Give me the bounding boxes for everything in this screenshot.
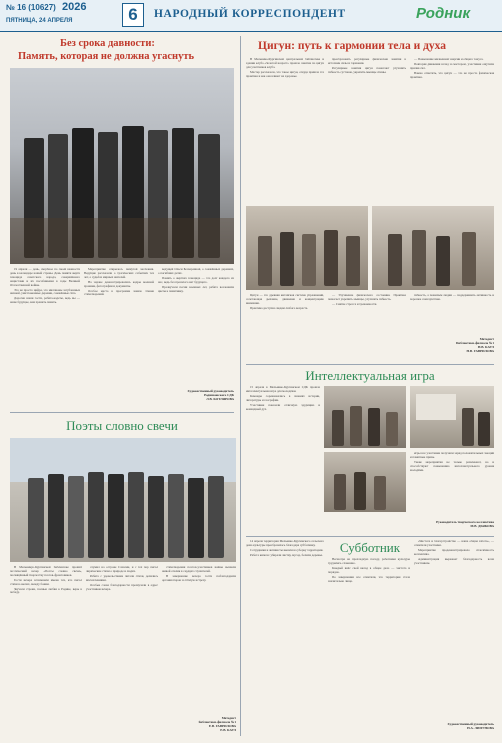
- poems-signature-place: библиотеки-филиала №1: [198, 720, 236, 724]
- intellect-title: Интеллектуальная игра: [305, 368, 435, 383]
- intellect-signature: [360, 520, 494, 528]
- harmony-photo-1: [246, 206, 368, 290]
- memory-title-line1: Без срока давности:: [60, 38, 155, 49]
- harmony-signature-role: Методист: [479, 337, 494, 341]
- intellect-photo-1: [324, 386, 406, 448]
- harmony-signature-place: Библиотеки-филиала №1: [456, 341, 494, 345]
- intellect-signature-name: М.В. ДЬЯКОВА: [470, 524, 494, 528]
- harmony-title: Цигун: путь к гармонии тела и духа: [258, 40, 446, 52]
- memory-title-line2: Память, которая не должна угаснуть: [18, 51, 195, 62]
- harmony-signature: [410, 337, 494, 353]
- intellect-photo-2: [410, 386, 494, 448]
- memory-column-2: Мероприятие открылось минутой молчания. Ведущие рассказали о трагических событиях тех лет, о судьбах мирных жителей. На экране демонстрировались кадры военной хроники, фотографии и документы. Особое место в программе заняло чтение стихотворений.: [84, 268, 154, 297]
- divider: [246, 364, 494, 365]
- issue-year: 2026: [62, 1, 87, 13]
- harmony-signature-name1: Н.В. КАУЛ: [477, 345, 494, 349]
- subbotnik-column-2: Несмотря на прохладную погоду, работники культуры трудились слаженно. Каждый внёс свой вклад в общее дело — чистота и порядок. По завершении все отметили, что территория стала значительно чище.: [328, 558, 410, 583]
- subbotnik-column-1: 14 апреля территория Мельнико-Кургинского сельского дома культуры преобразилась благодаря субботнику. Сотрудники и активисты вышли на уборку территории. Работа кипела: убирали листву, мусор, белили деревья.: [246, 540, 324, 557]
- memory-signature-name: Л.В. КОТЛЯРОВА: [206, 397, 234, 401]
- poems-column-2: служил на острове Сахалин, и с тех пор писал лирические стихи о природе и людях. Ребята с удовольствием читали стихи, делились впечатлениями. Особые слова благодарности прозвучали в адрес участников вечера.: [86, 566, 158, 591]
- intellect-column-2: игры все участники получили заряд положительных эмоций и памятные призы. Такие мероприятия не только развлекают, но и способствуют повышению интеллектуального уровня молодёжи.: [410, 452, 494, 472]
- divider: [10, 412, 234, 413]
- subbotnik-signature-role: Художественный руководитель: [447, 722, 494, 726]
- memory-signature-place: Родниковского СДК: [204, 393, 234, 397]
- poems-title: Поэты словно свечи: [66, 418, 178, 433]
- memory-signature-role: Художественный руководитель: [187, 389, 234, 393]
- harmony-column-3: — Повышение жизненной энергии и общего тонуса. Повторяя движения вслед за мастером, участники ощутили прилив сил. Важно отметить, что цигун — это не просто физическая практика.: [410, 58, 494, 79]
- harmony-column-1: В Мельнико-Кургинской центральной библиотеке и здании клуба «Золотой возраст» прошло занятие по цигун для участников клуба. Мастер рассказала, что такое цигун, откуда пришла эта практика и как она влияет на здоровье.: [246, 58, 324, 78]
- poems-signature: [160, 716, 236, 732]
- issue-number: № 16 (10627): [6, 3, 56, 12]
- intellect-column-1: 15 апреля в Мельнико-Кургинском СДК прошла интеллектуальная игра для молодёжи. Команды соревновались в знаниях истории, литературы и географии. Участники показали отличную эрудицию и командный дух.: [246, 386, 320, 411]
- memory-column-1: 19 апреля — день, скорбное по своей важности день в календаре нашей страны. День памяти жертв геноцида советского народа, совершённого нацистами и их пособниками в годы Великой Отечественной войны. Это не просто цифра, это миллионы загубленных жизней, уничтоженные деревни, сожжённые сёла. Дорогие наши гости, ребята-кадеты, ведь вы — наше будущее, вам хранить память.: [10, 268, 80, 305]
- subbotnik-column-3: «Чистота и благоустройство — наша общая забота», — отметили участники. Мероприятие продемонстрировало сплочённость коллектива. Администрация выражает благодарность всем участникам.: [414, 540, 494, 565]
- poems-column-1: В Мельникуо-Кургинской библиотеке прошёл поэтический вечер «Поэты словно свечи», посвящённый творчеству поэтов-фронтовиков. Гости вечера вспомнили имена тех, кто писал стихи в окопах, между боями. Звучали строки, полные любви к Родине, веры в победу.: [10, 566, 82, 595]
- harmony-column-6: гибкость, а пожилым людям — поддерживать активность и хорошее самочувствие.: [410, 294, 494, 301]
- divider: [246, 536, 494, 537]
- subbotnik-signature-name: Н.А. ЛИПУНОВА: [467, 726, 494, 730]
- masthead: [0, 0, 502, 32]
- intellect-photo-3: [324, 452, 406, 512]
- poems-signature-name2: Е.В. КАУЛ: [220, 728, 236, 732]
- poems-signature-name1: Е.В. ГАВРИЛОВА: [208, 724, 236, 728]
- harmony-column-5: — Улучшение физического состояния. Практика помогает укрепить мышцы, улучшить гибкость. — Снятие стресса и тревожности.: [328, 294, 406, 306]
- memory-signature: [150, 389, 234, 401]
- poems-column-3: стихотворения поэтов-участников войны вызвали живой отклик в сердцах слушателей. В завершение вечера гости поблагодарили организаторов за тёплую встречу.: [162, 566, 236, 582]
- harmony-column-4: Цигун — это древняя китайская система упражнений, сочетающая дыхание, движение и концентрацию внимания. Практика доступна людям любого возраста.: [246, 294, 324, 310]
- harmony-signature-name2: Н.В. ГАВРИЛОВА: [466, 349, 494, 353]
- memory-column-3: ведущей Ольги Бескаравной, о сожжённых деревнях, о погибших детях. Память о жертвах геноцида — это долг каждого из нас, ведь без прошлого нет будущего. Прозвучали песни военных лет, ребята возложили цветы к памятнику.: [158, 268, 234, 293]
- subbotnik-signature: [410, 722, 494, 730]
- intellect-signature-role: Руководитель творческого коллектива: [436, 520, 494, 524]
- harmony-photo-2: [372, 206, 494, 290]
- subbotnik-title: Субботник: [339, 540, 401, 555]
- poems-photo: [10, 438, 236, 562]
- harmony-column-2: преобразовать регулярные физические занятия в источник силы и гармонии. Регулярные занятия цигун помогают улучшить гибкость суставов, укрепить мышцы спины.: [328, 58, 406, 74]
- issue-date: ПЯТНИЦА, 24 АПРЕЛЯ: [6, 18, 73, 24]
- column-separator: [240, 36, 241, 736]
- brand-logo: Родник: [416, 5, 471, 22]
- page-number: 6: [128, 5, 138, 24]
- poems-signature-role: Методист: [221, 716, 236, 720]
- memory-photo: [10, 68, 234, 264]
- page-number-box: [122, 3, 144, 27]
- section-title: НАРОДНЫЙ КОРРЕСПОНДЕНТ: [154, 8, 346, 20]
